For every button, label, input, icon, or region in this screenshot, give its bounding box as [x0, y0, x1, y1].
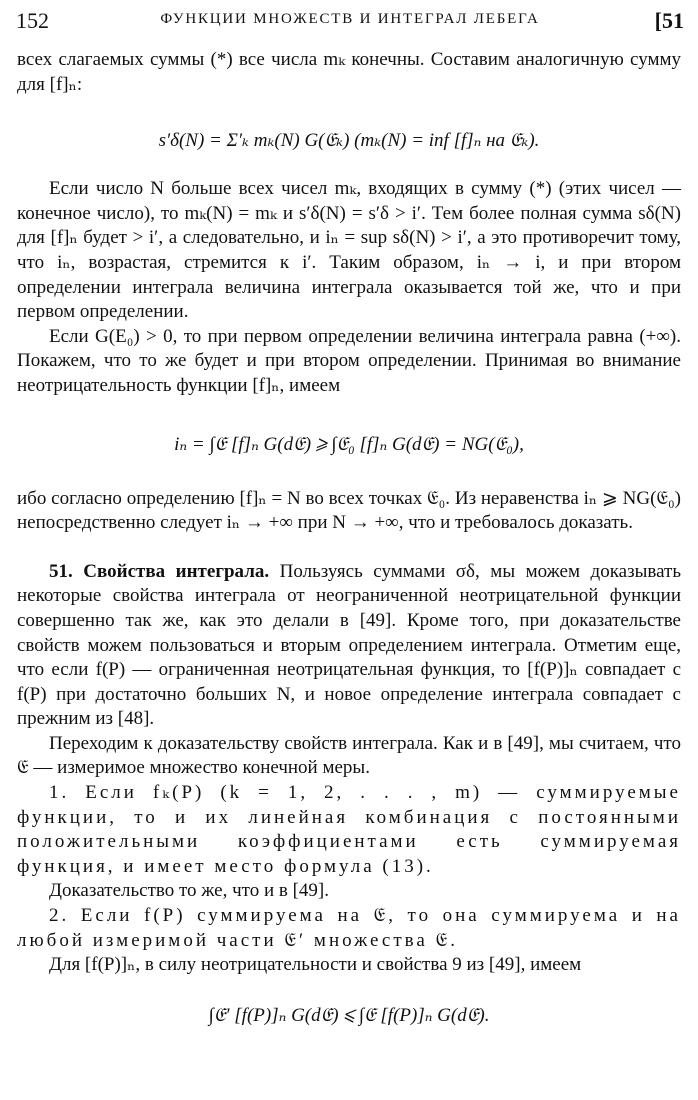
page-header [16, 8, 684, 38]
property-1: 1. Если fₖ(P) (k = 1, 2, . . . , m) — суммируемые функции, то и их линейная комбинация с постоянными положительными коэффициентами есть суммируемая функция, и имеет место формула (13). [17, 782, 681, 877]
display-formula-subset-inequality: ∫𝔈′ [f(P)]ₙ G(d𝔈) ⩽ ∫𝔈 [f(P)]ₙ G(d𝔈). [208, 1004, 490, 1026]
property-2: 2. Если f(P) суммируема на 𝔈, то она суммируема и на любой измеримой части 𝔈′ множества 𝔈. [17, 905, 681, 951]
section-51-heading: 51. Свойства интеграла. [49, 560, 270, 582]
display-formula-integral-inequality: iₙ = ∫𝔈 [f]ₙ G(d𝔈) ⩾ ∫𝔈₀ [f]ₙ G(d𝔈) = NG(𝔈₀), [174, 433, 524, 455]
paragraph-conclusion: ибо согласно определению [f]ₙ = N во всех точках 𝔈₀. Из неравенства iₙ ⩾ NG(𝔈₀) непосредственно следует iₙ → +∞ при N → +∞, что и требовалось доказать. [17, 487, 681, 534]
property-1-proof: Доказательство то же, что и в [49]. [49, 880, 330, 902]
page-number: 152 [16, 8, 49, 33]
section-51-paragraph [17, 560, 681, 732]
paragraph-comparison: Если число N больше всех чисел mₖ, входящих в сумму (*) (этих чисел — конечное число), то mₖ(N) = mₖ и s′δ(N) = s′δ > i′. Тем более полная сумма sδ(N) для [f]ₙ будет > i′, а следовательно, и iₙ = sup sδ(N) > i′, а это противоречит тому, что iₙ, возрастая, стремится к i′. Таким образом, iₙ → i, и при втором определении интеграла величина интеграла оказывается той же, что и при первом определении. [17, 178, 681, 323]
section-number: [51 [654, 8, 684, 33]
paragraph-infinite-case: Если G(E₀) > 0, то при первом определении величина интеграла равна (+∞). Покажем, что то же будет и при втором определении. Принимая во внимание неотрицательность функции [f]ₙ, имеем [17, 325, 681, 396]
section-51-text: Пользуясь суммами σδ, мы можем доказывать некоторые свойства интеграла от неограниченной неотрицательной функции совершенно так же, как это делали в [49]. Кроме того, при доказательстве свойств можем пользоваться и вторым определением интеграла. Отметим еще, что если f(P) — ограниченная неотрицательная функция, то [f(P)]ₙ совпадает с f(P) при достаточно больших N, и новое определение интеграла совпадает с прежним из [48]. [17, 560, 682, 730]
paragraph-continuation: всех слагаемых суммы (*) все числа mₖ конечны. Составим аналогичную сумму для [f]ₙ: [17, 49, 681, 95]
property-2-proof-intro: Для [f(P)]ₙ, в силу неотрицательности и свойства 9 из [49], имеем [49, 954, 582, 976]
page-body [17, 48, 681, 1052]
display-formula-sum: s′δ(N) = Σ′ₖ mₖ(N) G(𝔈ₖ) (mₖ(N) = inf [f]ₙ на 𝔈ₖ). [158, 130, 540, 152]
paragraph-proof-intro: Переходим к доказательству свойств интеграла. Как и в [49], мы считаем, что 𝔈 — измеримое множество конечной меры. [17, 732, 681, 779]
running-title: ФУНКЦИИ МНОЖЕСТВ И ИНТЕГРАЛ ЛЕБЕГА [160, 11, 540, 27]
